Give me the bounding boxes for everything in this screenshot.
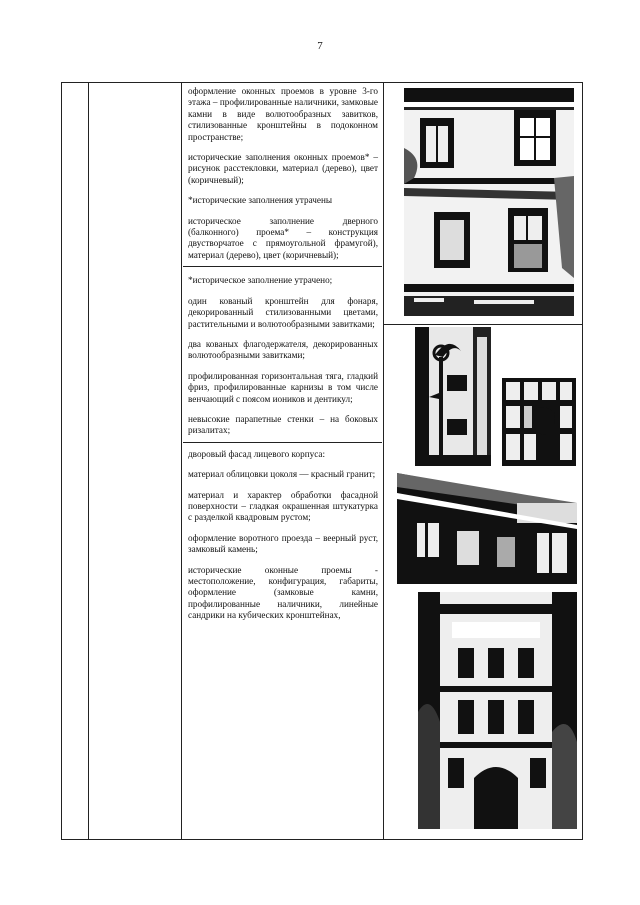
- cornice-photo: [397, 473, 577, 584]
- paragraph: профилированная горизонтальная тяга, гладкий фриз, профилированные карнизы в том числе венчающий с поясом иоников и дентикул;: [188, 370, 378, 404]
- column-divider: [181, 83, 182, 839]
- paragraph: невысокие парапетные стенки – на боковых ризалитах;: [188, 413, 378, 436]
- row-divider: [383, 324, 583, 325]
- paragraph: два кованых флагодержателя, декорированных волютообразными завитками;: [188, 338, 378, 361]
- paragraph: оформление воротного проезда – веерный руст, замковый камень;: [188, 532, 378, 555]
- paragraph: материал и характер обработки фасадной поверхности – гладкая окрашенная штукатурка с разделкой квадровым рустом;: [188, 489, 378, 523]
- description-column: [188, 86, 378, 631]
- courtyard-facade-photo: [418, 592, 577, 829]
- facade-windows-photo: [404, 88, 574, 316]
- paragraph: историческое заполнение дверного (балконного) проема* – конструкция двустворчатое с прямоугольной фрамугой), материал (дерево), цвет (коричневый);: [188, 215, 378, 260]
- paragraph: оформление оконных проемов в уровне 3-го этажа – профилированные наличники, замковые камни в виде волютообразных завитков, стилизованные кронштейны в подоконном пространстве;: [188, 86, 378, 142]
- row-divider: [183, 266, 382, 267]
- paragraph: дворовый фасад лицевого корпуса:: [188, 448, 326, 459]
- paragraph: материал облицовки цоколя — красный гранит;: [188, 469, 376, 480]
- paragraph: один кованый кронштейн для фонаря, декорированный стилизованными цветами, растительными и волютообразными завитками;: [188, 295, 378, 329]
- column-divider: [383, 83, 384, 839]
- paragraph: *исторические заполнения утрачены: [188, 195, 333, 206]
- page-number: 7: [317, 40, 323, 52]
- column-divider: [88, 83, 89, 839]
- paragraph: исторические оконные проемы - местоположение, конфигурация, габариты, оформление (замковые камни, профилированные наличники, линейные сандрики на кубических кронштейнах,: [188, 564, 378, 621]
- flag-holder-photo: [502, 378, 576, 466]
- paragraph: исторические заполнения оконных проемов* – рисунок расстекловки, материал (дерево), цвет (коричневый);: [188, 152, 378, 185]
- lamp-bracket-photo: [415, 327, 491, 466]
- paragraph: *историческое заполнение утрачено;: [188, 275, 333, 286]
- row-divider: [183, 442, 382, 443]
